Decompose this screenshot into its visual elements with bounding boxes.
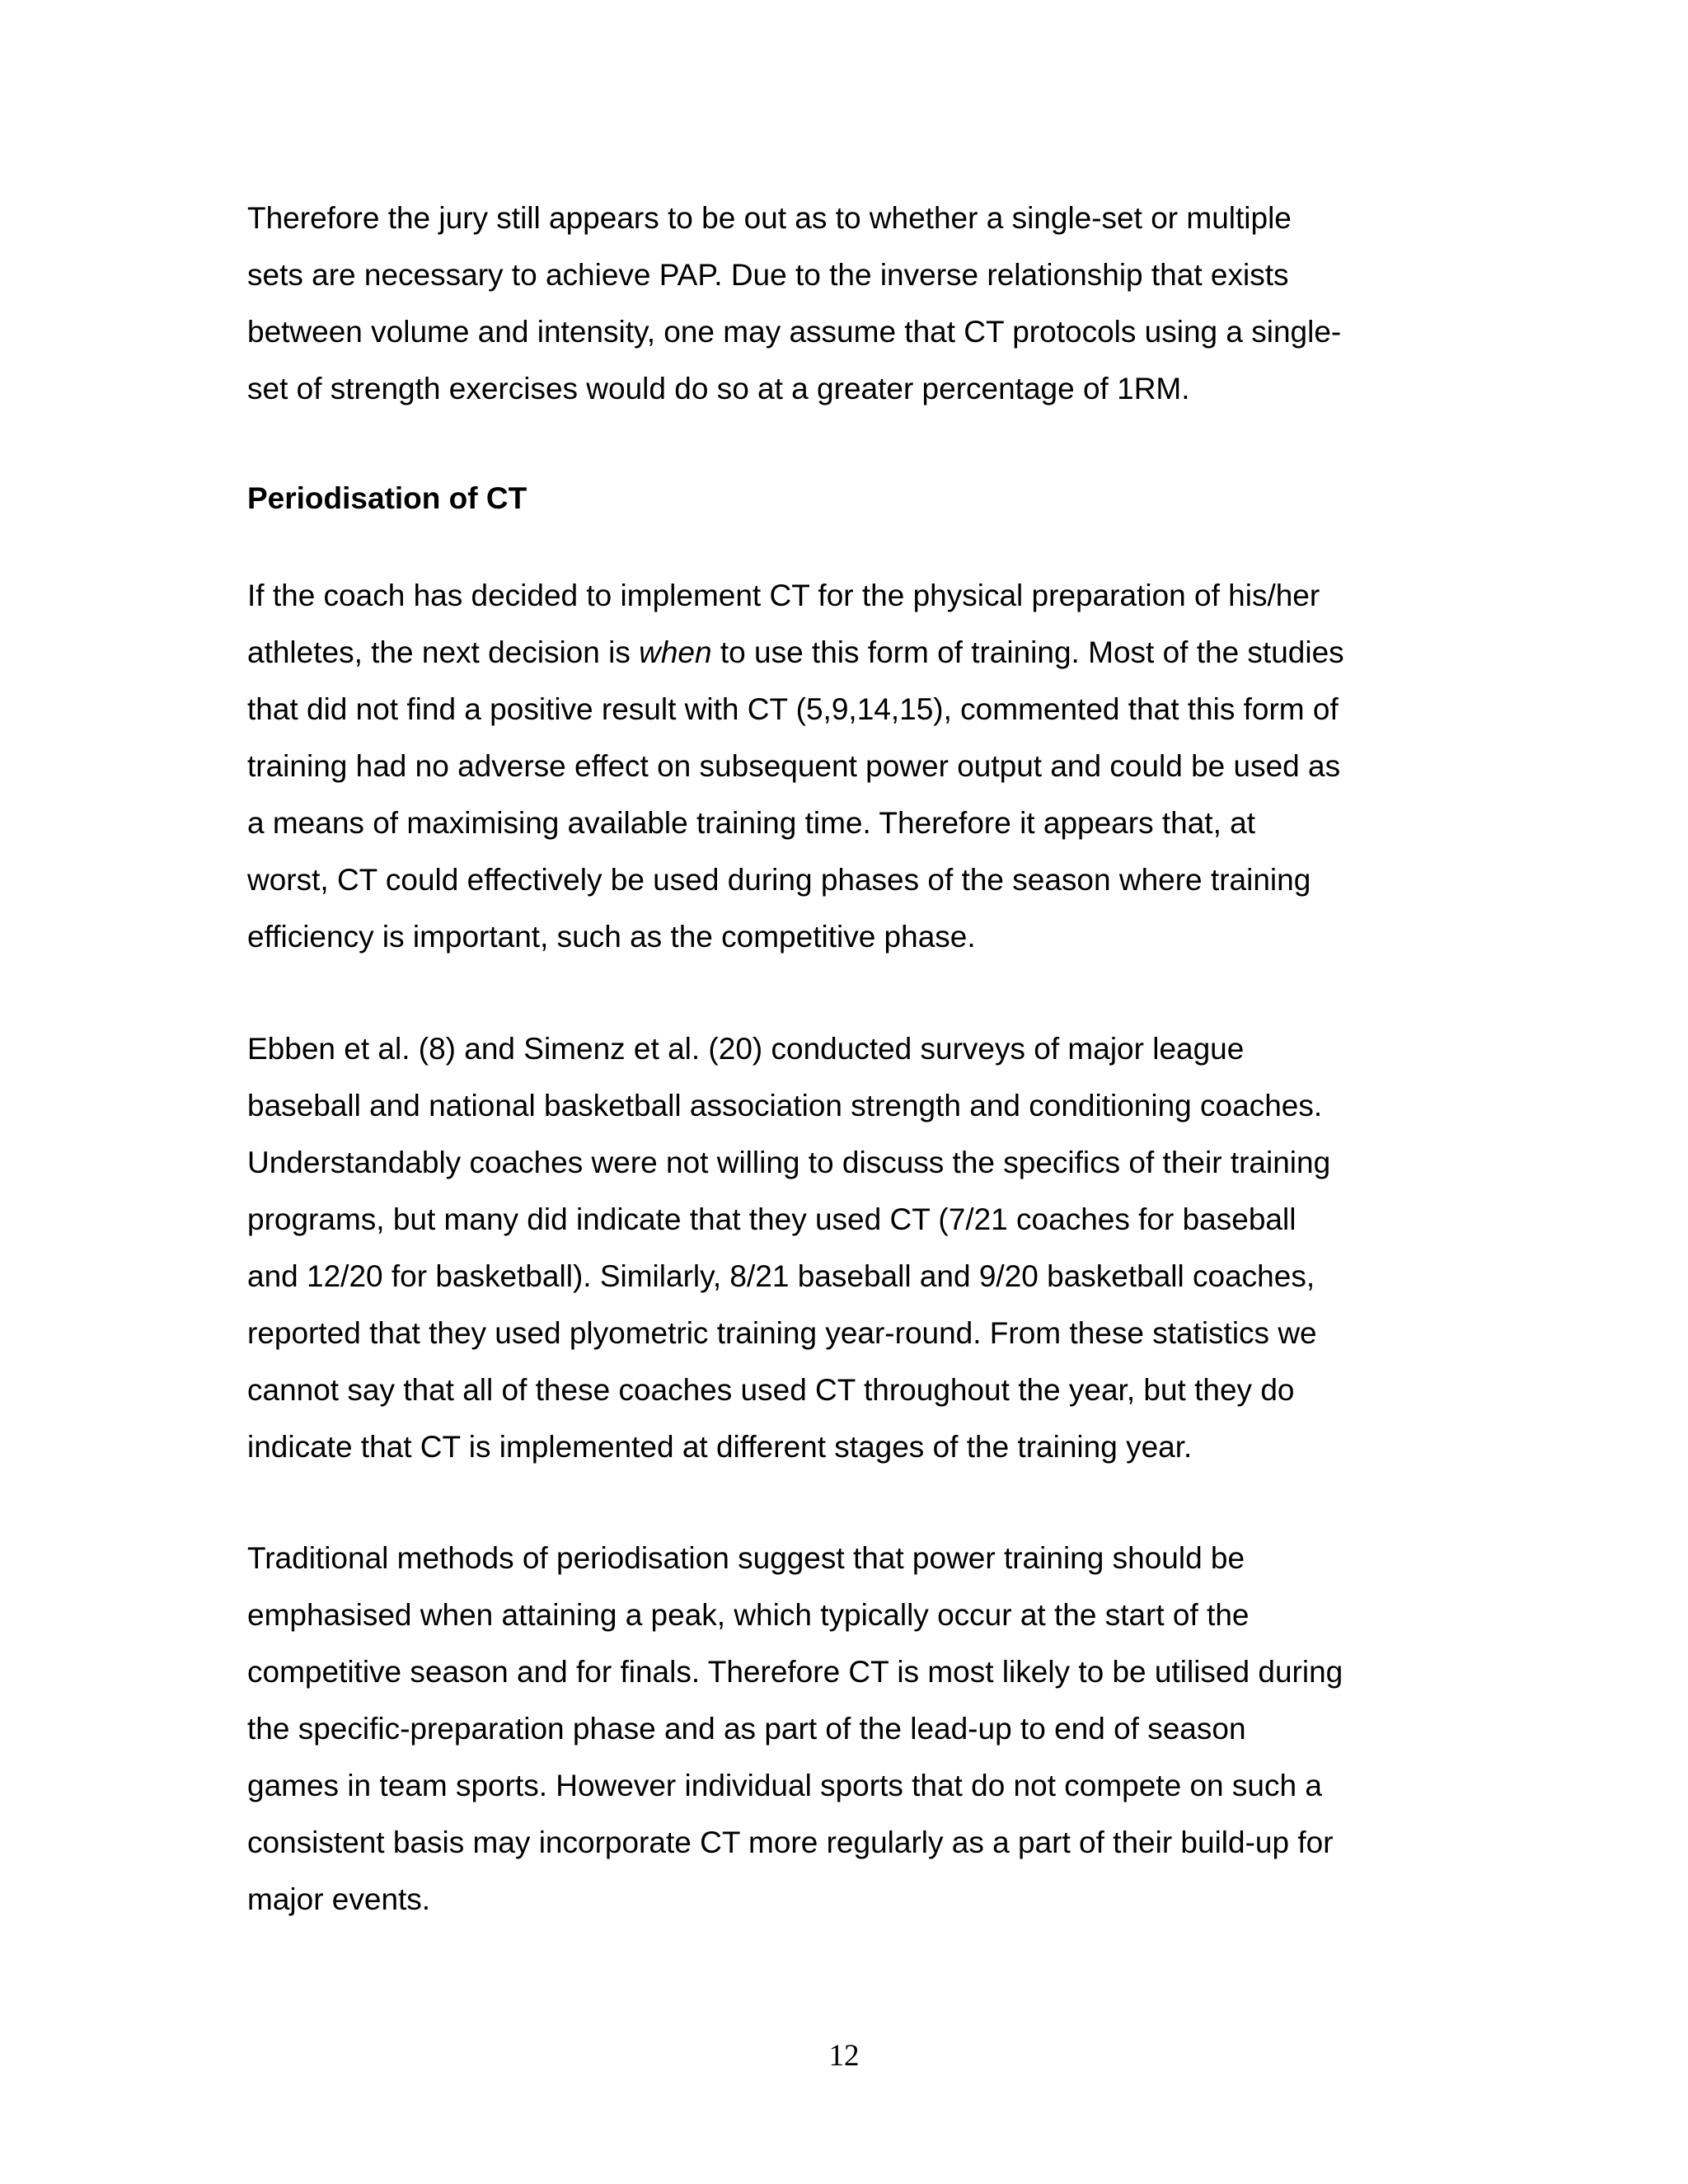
page-number: 12 bbox=[828, 2039, 860, 2073]
paragraph-jury-still-out bbox=[247, 190, 1451, 417]
paragraph-line: games in team sports. However individual sports that do not compete on such a bbox=[247, 1769, 1322, 1802]
paragraph-line: that did not find a positive result with CT (5,9,14,15), commented that this form of bbox=[247, 692, 1339, 726]
line-text: to use this form of training. Most of the studies bbox=[711, 635, 1344, 669]
paragraph-line: sets are necessary to achieve PAP. Due to the inverse relationship that exists bbox=[247, 258, 1289, 292]
paragraph-traditional-periodisation bbox=[247, 1530, 1451, 1928]
paragraph-line: set of strength exercises would do so at a greater percentage of 1RM. bbox=[247, 372, 1190, 405]
paragraph-line: Traditional methods of periodisation suggest that power training should be bbox=[247, 1541, 1245, 1575]
paragraph-line: If the coach has decided to implement CT for the physical preparation of his/her bbox=[247, 579, 1320, 612]
paragraph-line: major events. bbox=[247, 1882, 431, 1916]
paragraph-line: reported that they used plyometric training year-round. From these statistics we bbox=[247, 1316, 1317, 1350]
section-heading: Periodisation of CT bbox=[247, 481, 528, 515]
paragraph-line: between volume and intensity, one may assume that CT protocols using a single- bbox=[247, 315, 1342, 349]
paragraph-line: baseball and national basketball association strength and conditioning coaches. bbox=[247, 1089, 1323, 1122]
paragraph-line: cannot say that all of these coaches used CT throughout the year, but they do bbox=[247, 1373, 1295, 1407]
line-text: athletes, the next decision is bbox=[247, 635, 640, 669]
paragraph-coach-surveys bbox=[247, 1020, 1451, 1475]
paragraph-line: Ebben et al. (8) and Simenz et al. (20) conducted surveys of major league bbox=[247, 1032, 1245, 1066]
paragraph-line bbox=[247, 624, 1451, 681]
paragraph-line: competitive season and for finals. Therefore CT is most likely to be utilised during bbox=[247, 1655, 1343, 1689]
paragraph-line: consistent basis may incorporate CT more regularly as a part of their build-up for bbox=[247, 1825, 1334, 1859]
paragraph-line: and 12/20 for basketball). Similarly, 8/21 baseball and 9/20 basketball coaches, bbox=[247, 1259, 1315, 1293]
paragraph-line: worst, CT could effectively be used during phases of the season where training bbox=[247, 863, 1311, 897]
paragraph-when-to-use-ct bbox=[247, 567, 1451, 965]
emphasis-when: when bbox=[639, 635, 712, 669]
paragraph-line: indicate that CT is implemented at different stages of the training year. bbox=[247, 1430, 1193, 1464]
paragraph-line: a means of maximising available training time. Therefore it appears that, at bbox=[247, 806, 1255, 840]
paragraph-line: Therefore the jury still appears to be out as to whether a single-set or multiple bbox=[247, 201, 1292, 235]
paragraph-line: programs, but many did indicate that they used CT (7/21 coaches for baseball bbox=[247, 1202, 1296, 1236]
paragraph-line: Understandably coaches were not willing to discuss the specifics of their training bbox=[247, 1146, 1331, 1179]
paragraph-line: the specific-preparation phase and as part of the lead-up to end of season bbox=[247, 1712, 1246, 1746]
paragraph-line: training had no adverse effect on subsequent power output and could be used as bbox=[247, 749, 1341, 783]
paragraph-line: emphasised when attaining a peak, which typically occur at the start of the bbox=[247, 1598, 1250, 1632]
paragraph-line: efficiency is important, such as the competitive phase. bbox=[247, 920, 976, 954]
